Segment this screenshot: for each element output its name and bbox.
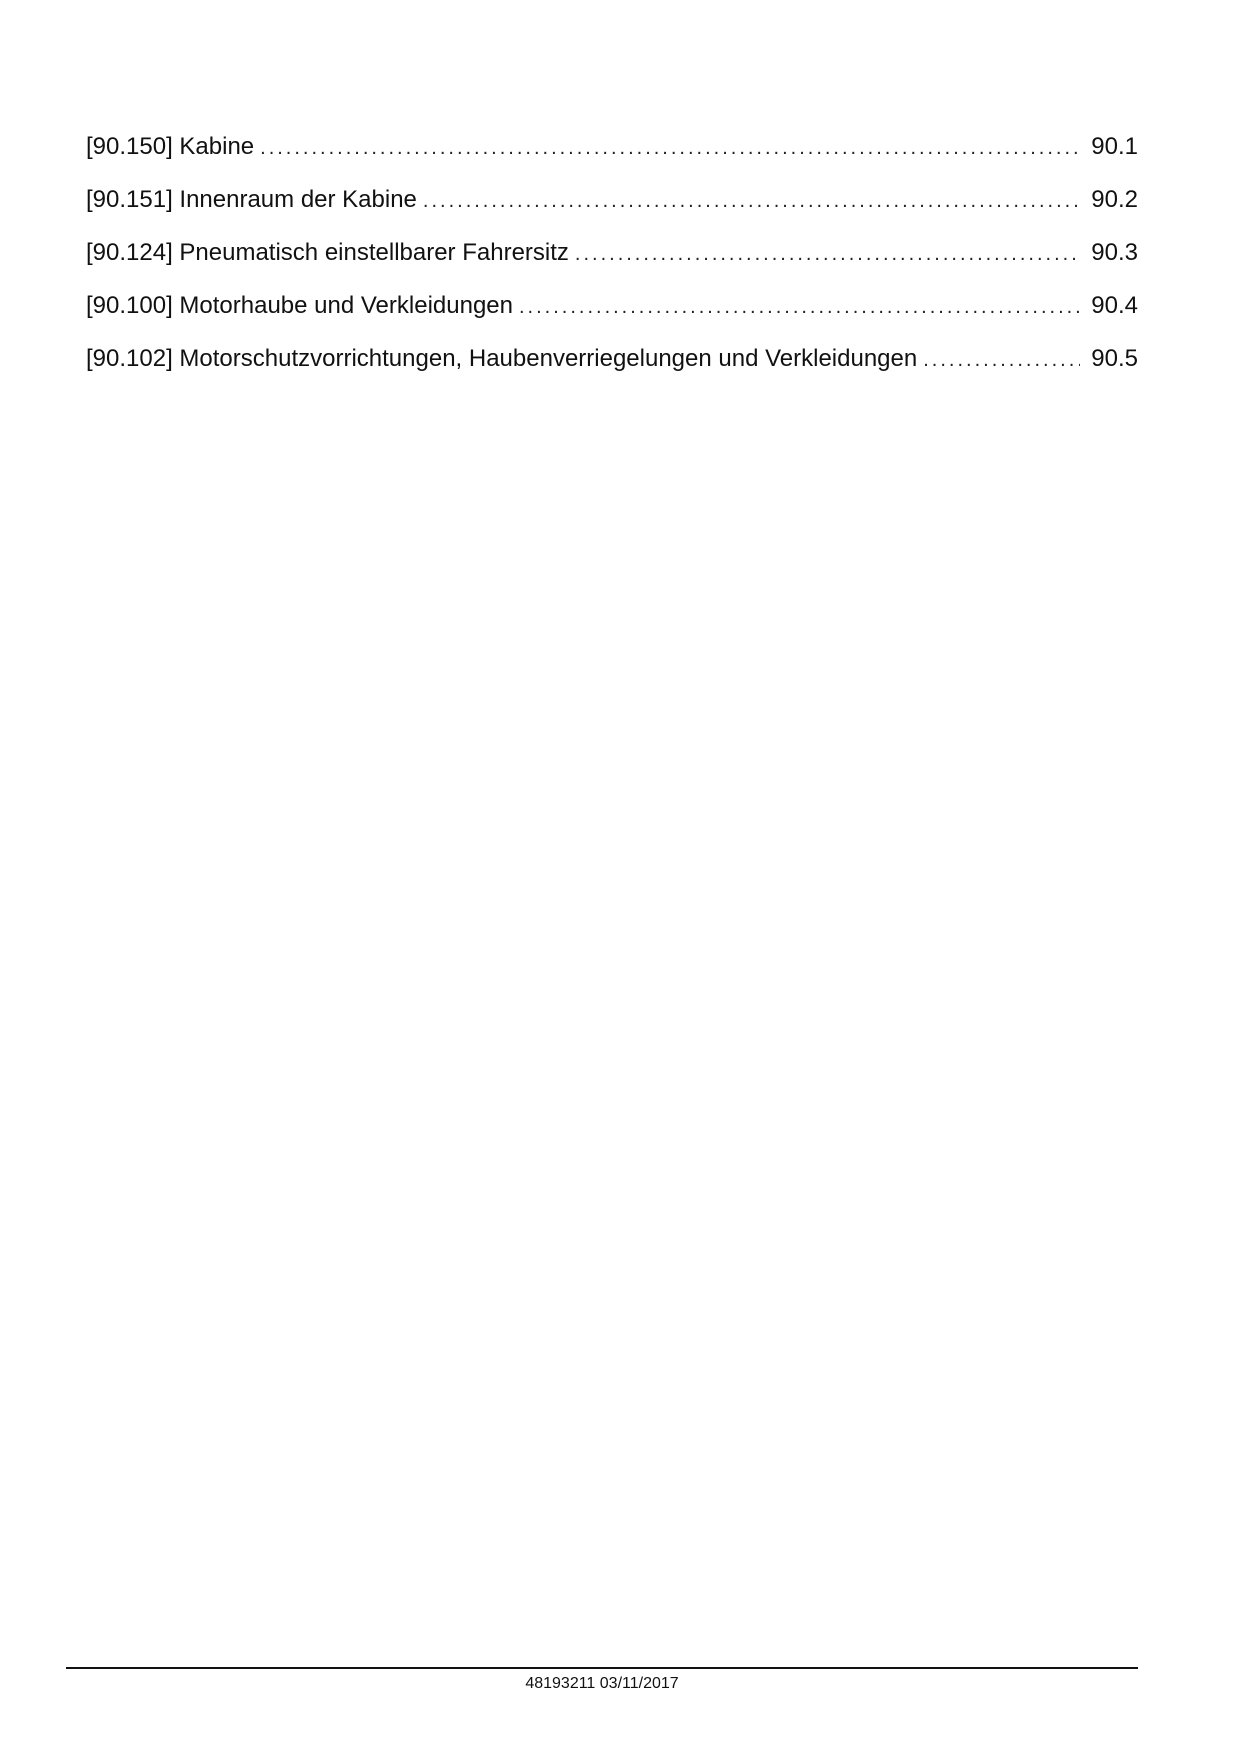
toc-entry[interactable]: [86, 344, 1138, 397]
toc-entry-title[interactable]: [90.150] Kabine: [86, 133, 255, 160]
toc-entry-title[interactable]: [90.124] Pneumatisch einstellbarer Fahrersitz: [86, 239, 569, 266]
dot-leader: [575, 239, 1080, 269]
dot-leader: [519, 292, 1080, 322]
toc-entry-page[interactable]: 90.4: [1091, 292, 1138, 319]
toc-entry-page[interactable]: 90.5: [1091, 345, 1138, 372]
table-of-contents: [86, 132, 1138, 397]
dot-leader: [260, 133, 1080, 163]
toc-entry-title[interactable]: [90.100] Motorhaube und Verkleidungen: [86, 292, 513, 319]
toc-entry[interactable]: [86, 291, 1138, 344]
toc-entry-page[interactable]: 90.3: [1091, 239, 1138, 266]
toc-entry-title[interactable]: [90.151] Innenraum der Kabine: [86, 186, 417, 213]
dot-leader: [923, 345, 1080, 375]
dot-leader: [423, 186, 1080, 216]
toc-entry-page[interactable]: 90.1: [1091, 133, 1138, 160]
toc-entry[interactable]: [86, 185, 1138, 238]
footer-document-id: 48193211 03/11/2017: [525, 1675, 679, 1692]
toc-entry-title[interactable]: [90.102] Motorschutzvorrichtungen, Haubenverriegelungen und Verkleidungen: [86, 345, 918, 372]
toc-entry[interactable]: [86, 132, 1138, 185]
toc-entry[interactable]: [86, 238, 1138, 291]
footer-divider: [66, 1667, 1138, 1669]
toc-entry-page[interactable]: 90.2: [1091, 186, 1138, 213]
